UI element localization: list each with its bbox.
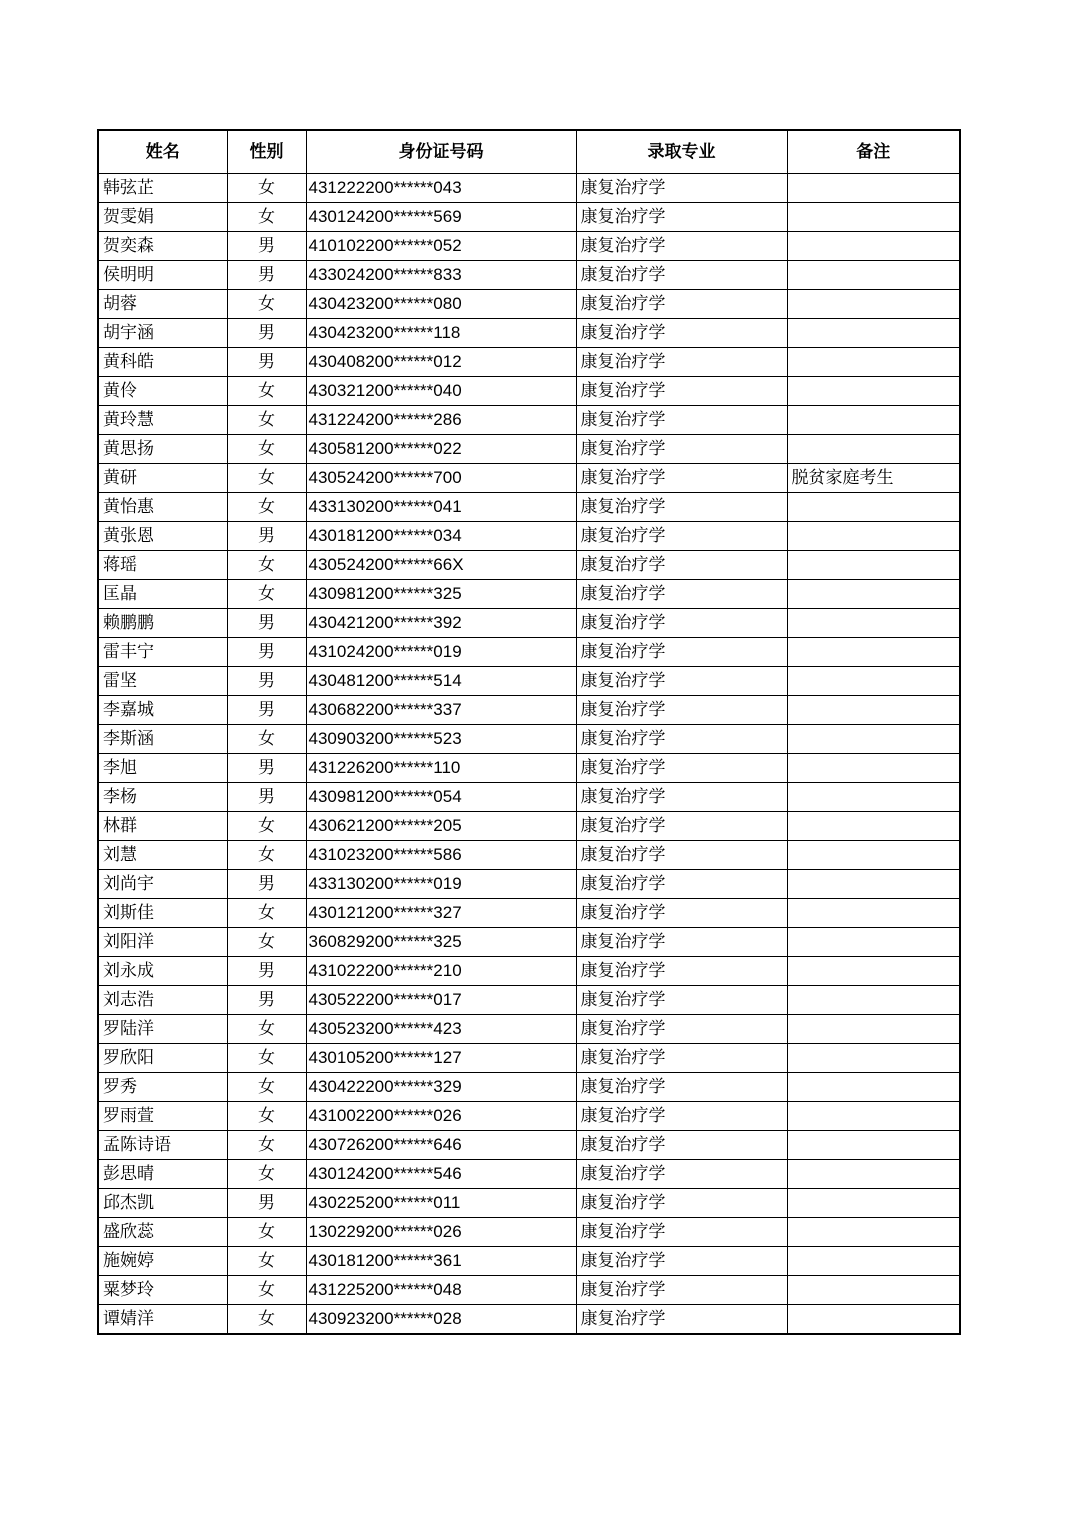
cell-id-number: 360829200******325	[306, 927, 576, 956]
cell-id-number: 430726200******646	[306, 1130, 576, 1159]
cell-name: 施婉婷	[98, 1246, 227, 1275]
table-row	[98, 637, 960, 666]
cell-name: 罗欣阳	[98, 1043, 227, 1072]
cell-major: 康复治疗学	[576, 1014, 787, 1043]
cell-name: 盛欣蕊	[98, 1217, 227, 1246]
cell-gender: 女	[227, 173, 306, 202]
table-row	[98, 1188, 960, 1217]
cell-id-number: 430124200******569	[306, 202, 576, 231]
cell-gender: 女	[227, 492, 306, 521]
cell-id-number: 430181200******034	[306, 521, 576, 550]
cell-gender: 女	[227, 376, 306, 405]
cell-gender: 男	[227, 347, 306, 376]
cell-id-number: 430321200******040	[306, 376, 576, 405]
cell-id-number: 430121200******327	[306, 898, 576, 927]
cell-remark	[787, 434, 960, 463]
cell-id-number: 431224200******286	[306, 405, 576, 434]
cell-id-number: 430105200******127	[306, 1043, 576, 1072]
table-row	[98, 492, 960, 521]
cell-major: 康复治疗学	[576, 318, 787, 347]
cell-major: 康复治疗学	[576, 811, 787, 840]
cell-name: 刘阳洋	[98, 927, 227, 956]
cell-remark	[787, 1246, 960, 1275]
cell-gender: 男	[227, 260, 306, 289]
cell-id-number: 430124200******546	[306, 1159, 576, 1188]
cell-name: 贺雯娟	[98, 202, 227, 231]
table-row	[98, 521, 960, 550]
cell-remark	[787, 840, 960, 869]
cell-name: 粟梦玲	[98, 1275, 227, 1304]
cell-remark	[787, 202, 960, 231]
cell-major: 康复治疗学	[576, 550, 787, 579]
cell-major: 康复治疗学	[576, 1188, 787, 1217]
cell-gender: 女	[227, 1130, 306, 1159]
cell-remark	[787, 666, 960, 695]
cell-major: 康复治疗学	[576, 956, 787, 985]
cell-remark	[787, 347, 960, 376]
cell-major: 康复治疗学	[576, 608, 787, 637]
cell-remark	[787, 927, 960, 956]
cell-id-number: 430225200******011	[306, 1188, 576, 1217]
table-row	[98, 753, 960, 782]
table-row	[98, 231, 960, 260]
cell-remark	[787, 1043, 960, 1072]
header-row	[98, 130, 960, 173]
cell-major: 康复治疗学	[576, 1043, 787, 1072]
cell-id-number: 130229200******026	[306, 1217, 576, 1246]
cell-gender: 男	[227, 1188, 306, 1217]
table-row	[98, 1217, 960, 1246]
cell-id-number: 433130200******019	[306, 869, 576, 898]
cell-name: 刘永成	[98, 956, 227, 985]
cell-id-number: 430421200******392	[306, 608, 576, 637]
cell-remark	[787, 898, 960, 927]
cell-name: 罗雨萱	[98, 1101, 227, 1130]
cell-major: 康复治疗学	[576, 1101, 787, 1130]
cell-major: 康复治疗学	[576, 782, 787, 811]
cell-gender: 女	[227, 463, 306, 492]
cell-name: 黄伶	[98, 376, 227, 405]
cell-major: 康复治疗学	[576, 695, 787, 724]
cell-id-number: 430523200******423	[306, 1014, 576, 1043]
table-row	[98, 550, 960, 579]
cell-remark: 脱贫家庭考生	[787, 463, 960, 492]
cell-gender: 女	[227, 1014, 306, 1043]
cell-gender: 男	[227, 637, 306, 666]
cell-remark	[787, 724, 960, 753]
cell-remark	[787, 753, 960, 782]
cell-remark	[787, 405, 960, 434]
cell-name: 雷坚	[98, 666, 227, 695]
cell-name: 黄科皓	[98, 347, 227, 376]
cell-remark	[787, 608, 960, 637]
cell-id-number: 431222200******043	[306, 173, 576, 202]
cell-major: 康复治疗学	[576, 521, 787, 550]
header-name: 姓名	[98, 130, 227, 173]
cell-major: 康复治疗学	[576, 463, 787, 492]
cell-remark	[787, 1159, 960, 1188]
cell-major: 康复治疗学	[576, 869, 787, 898]
table-row	[98, 898, 960, 927]
cell-id-number: 430181200******361	[306, 1246, 576, 1275]
cell-gender: 男	[227, 231, 306, 260]
cell-gender: 男	[227, 695, 306, 724]
cell-remark	[787, 695, 960, 724]
cell-gender: 女	[227, 927, 306, 956]
cell-major: 康复治疗学	[576, 434, 787, 463]
cell-name: 刘慧	[98, 840, 227, 869]
cell-name: 李嘉城	[98, 695, 227, 724]
table-row	[98, 1072, 960, 1101]
cell-major: 康复治疗学	[576, 405, 787, 434]
table-row	[98, 1101, 960, 1130]
cell-name: 李斯涵	[98, 724, 227, 753]
table-row	[98, 1275, 960, 1304]
cell-name: 雷丰宁	[98, 637, 227, 666]
cell-remark	[787, 1130, 960, 1159]
cell-remark	[787, 318, 960, 347]
cell-remark	[787, 376, 960, 405]
cell-remark	[787, 260, 960, 289]
cell-name: 胡宇涵	[98, 318, 227, 347]
table-row	[98, 840, 960, 869]
admission-table	[97, 129, 961, 1335]
cell-id-number: 431022200******210	[306, 956, 576, 985]
cell-major: 康复治疗学	[576, 1072, 787, 1101]
cell-major: 康复治疗学	[576, 753, 787, 782]
cell-remark	[787, 1101, 960, 1130]
table-row	[98, 1159, 960, 1188]
cell-major: 康复治疗学	[576, 492, 787, 521]
cell-remark	[787, 579, 960, 608]
table-row	[98, 927, 960, 956]
cell-gender: 女	[227, 434, 306, 463]
table-row	[98, 347, 960, 376]
cell-name: 罗陆洋	[98, 1014, 227, 1043]
cell-name: 匡晶	[98, 579, 227, 608]
cell-gender: 女	[227, 1275, 306, 1304]
cell-gender: 男	[227, 666, 306, 695]
table-row	[98, 1304, 960, 1334]
cell-major: 康复治疗学	[576, 1246, 787, 1275]
cell-remark	[787, 637, 960, 666]
cell-gender: 女	[227, 202, 306, 231]
cell-remark	[787, 811, 960, 840]
cell-name: 孟陈诗语	[98, 1130, 227, 1159]
cell-major: 康复治疗学	[576, 202, 787, 231]
cell-gender: 男	[227, 985, 306, 1014]
cell-id-number: 430481200******514	[306, 666, 576, 695]
cell-major: 康复治疗学	[576, 1159, 787, 1188]
cell-id-number: 430903200******523	[306, 724, 576, 753]
cell-gender: 女	[227, 811, 306, 840]
cell-name: 谭婧洋	[98, 1304, 227, 1334]
cell-gender: 女	[227, 550, 306, 579]
table-row	[98, 376, 960, 405]
cell-name: 赖鹏鹏	[98, 608, 227, 637]
table-row	[98, 782, 960, 811]
table-row	[98, 811, 960, 840]
cell-gender: 女	[227, 1043, 306, 1072]
cell-name: 刘尚宇	[98, 869, 227, 898]
cell-remark	[787, 492, 960, 521]
cell-id-number: 431023200******586	[306, 840, 576, 869]
cell-remark	[787, 956, 960, 985]
table-row	[98, 695, 960, 724]
cell-name: 邱杰凯	[98, 1188, 227, 1217]
header-major: 录取专业	[576, 130, 787, 173]
cell-name: 李旭	[98, 753, 227, 782]
cell-major: 康复治疗学	[576, 927, 787, 956]
cell-gender: 女	[227, 289, 306, 318]
cell-name: 韩弦芷	[98, 173, 227, 202]
table-row	[98, 202, 960, 231]
cell-id-number: 430923200******028	[306, 1304, 576, 1334]
cell-remark	[787, 1072, 960, 1101]
cell-id-number: 430621200******205	[306, 811, 576, 840]
table-row	[98, 724, 960, 753]
cell-id-number: 430581200******022	[306, 434, 576, 463]
cell-name: 胡蓉	[98, 289, 227, 318]
cell-gender: 男	[227, 782, 306, 811]
cell-name: 黄思扬	[98, 434, 227, 463]
cell-remark	[787, 1188, 960, 1217]
cell-major: 康复治疗学	[576, 985, 787, 1014]
cell-remark	[787, 550, 960, 579]
cell-id-number: 433130200******041	[306, 492, 576, 521]
header-remark: 备注	[787, 130, 960, 173]
cell-major: 康复治疗学	[576, 231, 787, 260]
cell-remark	[787, 1014, 960, 1043]
cell-major: 康复治疗学	[576, 666, 787, 695]
cell-name: 林群	[98, 811, 227, 840]
cell-remark	[787, 289, 960, 318]
cell-remark	[787, 1304, 960, 1334]
cell-major: 康复治疗学	[576, 376, 787, 405]
table-row	[98, 1014, 960, 1043]
cell-gender: 男	[227, 521, 306, 550]
table-row	[98, 173, 960, 202]
table-row	[98, 434, 960, 463]
cell-name: 刘斯佳	[98, 898, 227, 927]
cell-name: 侯明明	[98, 260, 227, 289]
table-row	[98, 318, 960, 347]
cell-major: 康复治疗学	[576, 347, 787, 376]
cell-name: 黄玲慧	[98, 405, 227, 434]
cell-major: 康复治疗学	[576, 1130, 787, 1159]
cell-major: 康复治疗学	[576, 840, 787, 869]
cell-major: 康复治疗学	[576, 724, 787, 753]
table-row	[98, 1246, 960, 1275]
cell-remark	[787, 869, 960, 898]
header-id-number: 身份证号码	[306, 130, 576, 173]
cell-gender: 男	[227, 753, 306, 782]
cell-major: 康复治疗学	[576, 289, 787, 318]
cell-remark	[787, 231, 960, 260]
table-row	[98, 956, 960, 985]
cell-id-number: 431002200******026	[306, 1101, 576, 1130]
cell-name: 黄张恩	[98, 521, 227, 550]
table-row	[98, 869, 960, 898]
cell-gender: 女	[227, 405, 306, 434]
cell-major: 康复治疗学	[576, 1275, 787, 1304]
cell-major: 康复治疗学	[576, 898, 787, 927]
cell-id-number: 433024200******833	[306, 260, 576, 289]
cell-major: 康复治疗学	[576, 173, 787, 202]
cell-id-number: 430981200******325	[306, 579, 576, 608]
table-row	[98, 405, 960, 434]
cell-id-number: 431024200******019	[306, 637, 576, 666]
cell-gender: 女	[227, 840, 306, 869]
cell-name: 贺奕森	[98, 231, 227, 260]
cell-remark	[787, 1217, 960, 1246]
cell-major: 康复治疗学	[576, 579, 787, 608]
cell-id-number: 410102200******052	[306, 231, 576, 260]
cell-remark	[787, 782, 960, 811]
cell-gender: 女	[227, 1101, 306, 1130]
cell-name: 黄研	[98, 463, 227, 492]
table-row	[98, 289, 960, 318]
cell-gender: 女	[227, 1246, 306, 1275]
table-row	[98, 579, 960, 608]
cell-name: 黄怡惠	[98, 492, 227, 521]
table-row	[98, 608, 960, 637]
cell-name: 罗秀	[98, 1072, 227, 1101]
cell-id-number: 430422200******329	[306, 1072, 576, 1101]
cell-gender: 女	[227, 1304, 306, 1334]
cell-id-number: 430524200******66X	[306, 550, 576, 579]
table-row	[98, 1043, 960, 1072]
cell-name: 李杨	[98, 782, 227, 811]
cell-major: 康复治疗学	[576, 1217, 787, 1246]
cell-major: 康复治疗学	[576, 260, 787, 289]
cell-gender: 男	[227, 318, 306, 347]
table-row	[98, 463, 960, 492]
cell-gender: 女	[227, 898, 306, 927]
cell-id-number: 430981200******054	[306, 782, 576, 811]
cell-remark	[787, 173, 960, 202]
cell-remark	[787, 985, 960, 1014]
cell-remark	[787, 521, 960, 550]
table-row	[98, 985, 960, 1014]
cell-remark	[787, 1275, 960, 1304]
cell-gender: 男	[227, 956, 306, 985]
cell-gender: 男	[227, 869, 306, 898]
cell-id-number: 430682200******337	[306, 695, 576, 724]
table-row	[98, 1130, 960, 1159]
header-gender: 性别	[227, 130, 306, 173]
cell-id-number: 430408200******012	[306, 347, 576, 376]
table-row	[98, 666, 960, 695]
cell-gender: 女	[227, 1159, 306, 1188]
cell-gender: 女	[227, 579, 306, 608]
cell-id-number: 430423200******118	[306, 318, 576, 347]
cell-major: 康复治疗学	[576, 1304, 787, 1334]
cell-gender: 女	[227, 724, 306, 753]
cell-gender: 女	[227, 1072, 306, 1101]
cell-name: 蒋瑶	[98, 550, 227, 579]
cell-major: 康复治疗学	[576, 637, 787, 666]
cell-id-number: 431226200******110	[306, 753, 576, 782]
table-body	[98, 173, 960, 1334]
cell-name: 刘志浩	[98, 985, 227, 1014]
cell-id-number: 431225200******048	[306, 1275, 576, 1304]
cell-id-number: 430423200******080	[306, 289, 576, 318]
cell-id-number: 430524200******700	[306, 463, 576, 492]
cell-gender: 男	[227, 608, 306, 637]
cell-id-number: 430522200******017	[306, 985, 576, 1014]
table-row	[98, 260, 960, 289]
cell-name: 彭思晴	[98, 1159, 227, 1188]
cell-gender: 女	[227, 1217, 306, 1246]
